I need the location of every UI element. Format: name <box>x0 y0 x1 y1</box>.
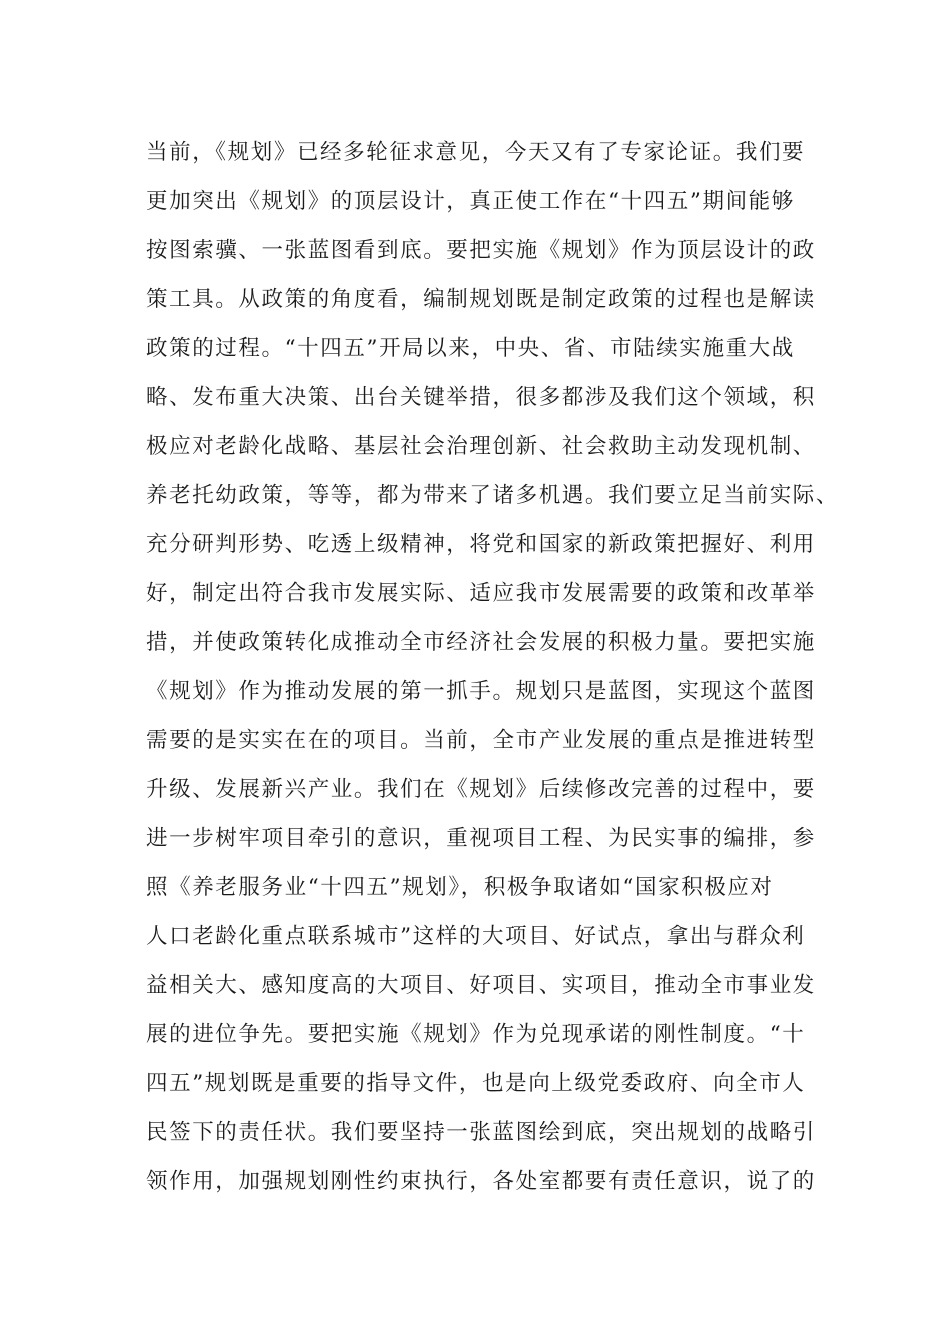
text-line-9: 充分研判形势、吃透上级精神，将党和国家的新政策把握好、利用 <box>146 532 816 557</box>
text-line-7: 极应对老龄化战略、基层社会治理创新、社会救助主动发现机制、 <box>146 434 816 459</box>
text-line-18: 益相关大、感知度高的大项目、好项目、实项目，推动全市事业发 <box>146 973 816 998</box>
text-line-10: 好，制定出符合我市发展实际、适应我市发展需要的政策和改革举 <box>146 581 816 606</box>
text-line-6: 略、发布重大决策、出台关键举措，很多都涉及我们这个领域，积 <box>146 385 816 410</box>
text-line-12: 《规划》作为推动发展的第一抓手。规划只是蓝图，实现这个蓝图 <box>146 679 816 704</box>
text-line-14: 升级、发展新兴产业。我们在《规划》后续修改完善的过程中，要 <box>146 777 816 802</box>
text-line-8: 养老托幼政策，等等，都为带来了诸多机遇。我们要立足当前实际、 <box>146 483 840 508</box>
text-line-5: 政策的过程。“十四五”开局以来，中央、省、市陆续实施重大战 <box>146 336 795 361</box>
text-line-15: 进一步树牢项目牵引的意识，重视项目工程、为民实事的编排，参 <box>146 826 816 851</box>
text-line-22: 领作用，加强规划刚性约束执行，各处室都要有责任意识，说了的 <box>146 1169 816 1194</box>
text-line-13: 需要的是实实在在的项目。当前，全市产业发展的重点是推进转型 <box>146 728 816 753</box>
text-line-19: 展的进位争先。要把实施《规划》作为兑现承诺的刚性制度。“十 <box>146 1022 806 1047</box>
text-line-20: 四五”规划既是重要的指导文件，也是向上级党委政府、向全市人 <box>146 1071 806 1096</box>
text-line-11: 措，并使政策转化成推动全市经济社会发展的积极力量。要把实施 <box>146 630 816 655</box>
text-line-1: 当前，《规划》已经多轮征求意见，今天又有了专家论证。我们要 <box>146 140 806 165</box>
text-line-16: 照《养老服务业“十四五”规划》，积极争取诸如“国家积极应对 <box>146 875 774 900</box>
text-line-2: 更加突出《规划》的顶层设计，真正使工作在“十四五”期间能够 <box>146 189 795 214</box>
text-line-21: 民签下的责任状。我们要坚持一张蓝图绘到底，突出规划的战略引 <box>146 1120 816 1145</box>
body-paragraph <box>146 133 840 1211</box>
text-line-3: 按图索骥、一张蓝图看到底。要把实施《规划》作为顶层设计的政 <box>146 238 816 263</box>
text-line-4: 策工具。从政策的角度看，编制规划既是制定政策的过程也是解读 <box>146 287 816 312</box>
text-line-17: 人口老龄化重点联系城市”这样的大项目、好试点，拿出与群众利 <box>146 924 806 949</box>
